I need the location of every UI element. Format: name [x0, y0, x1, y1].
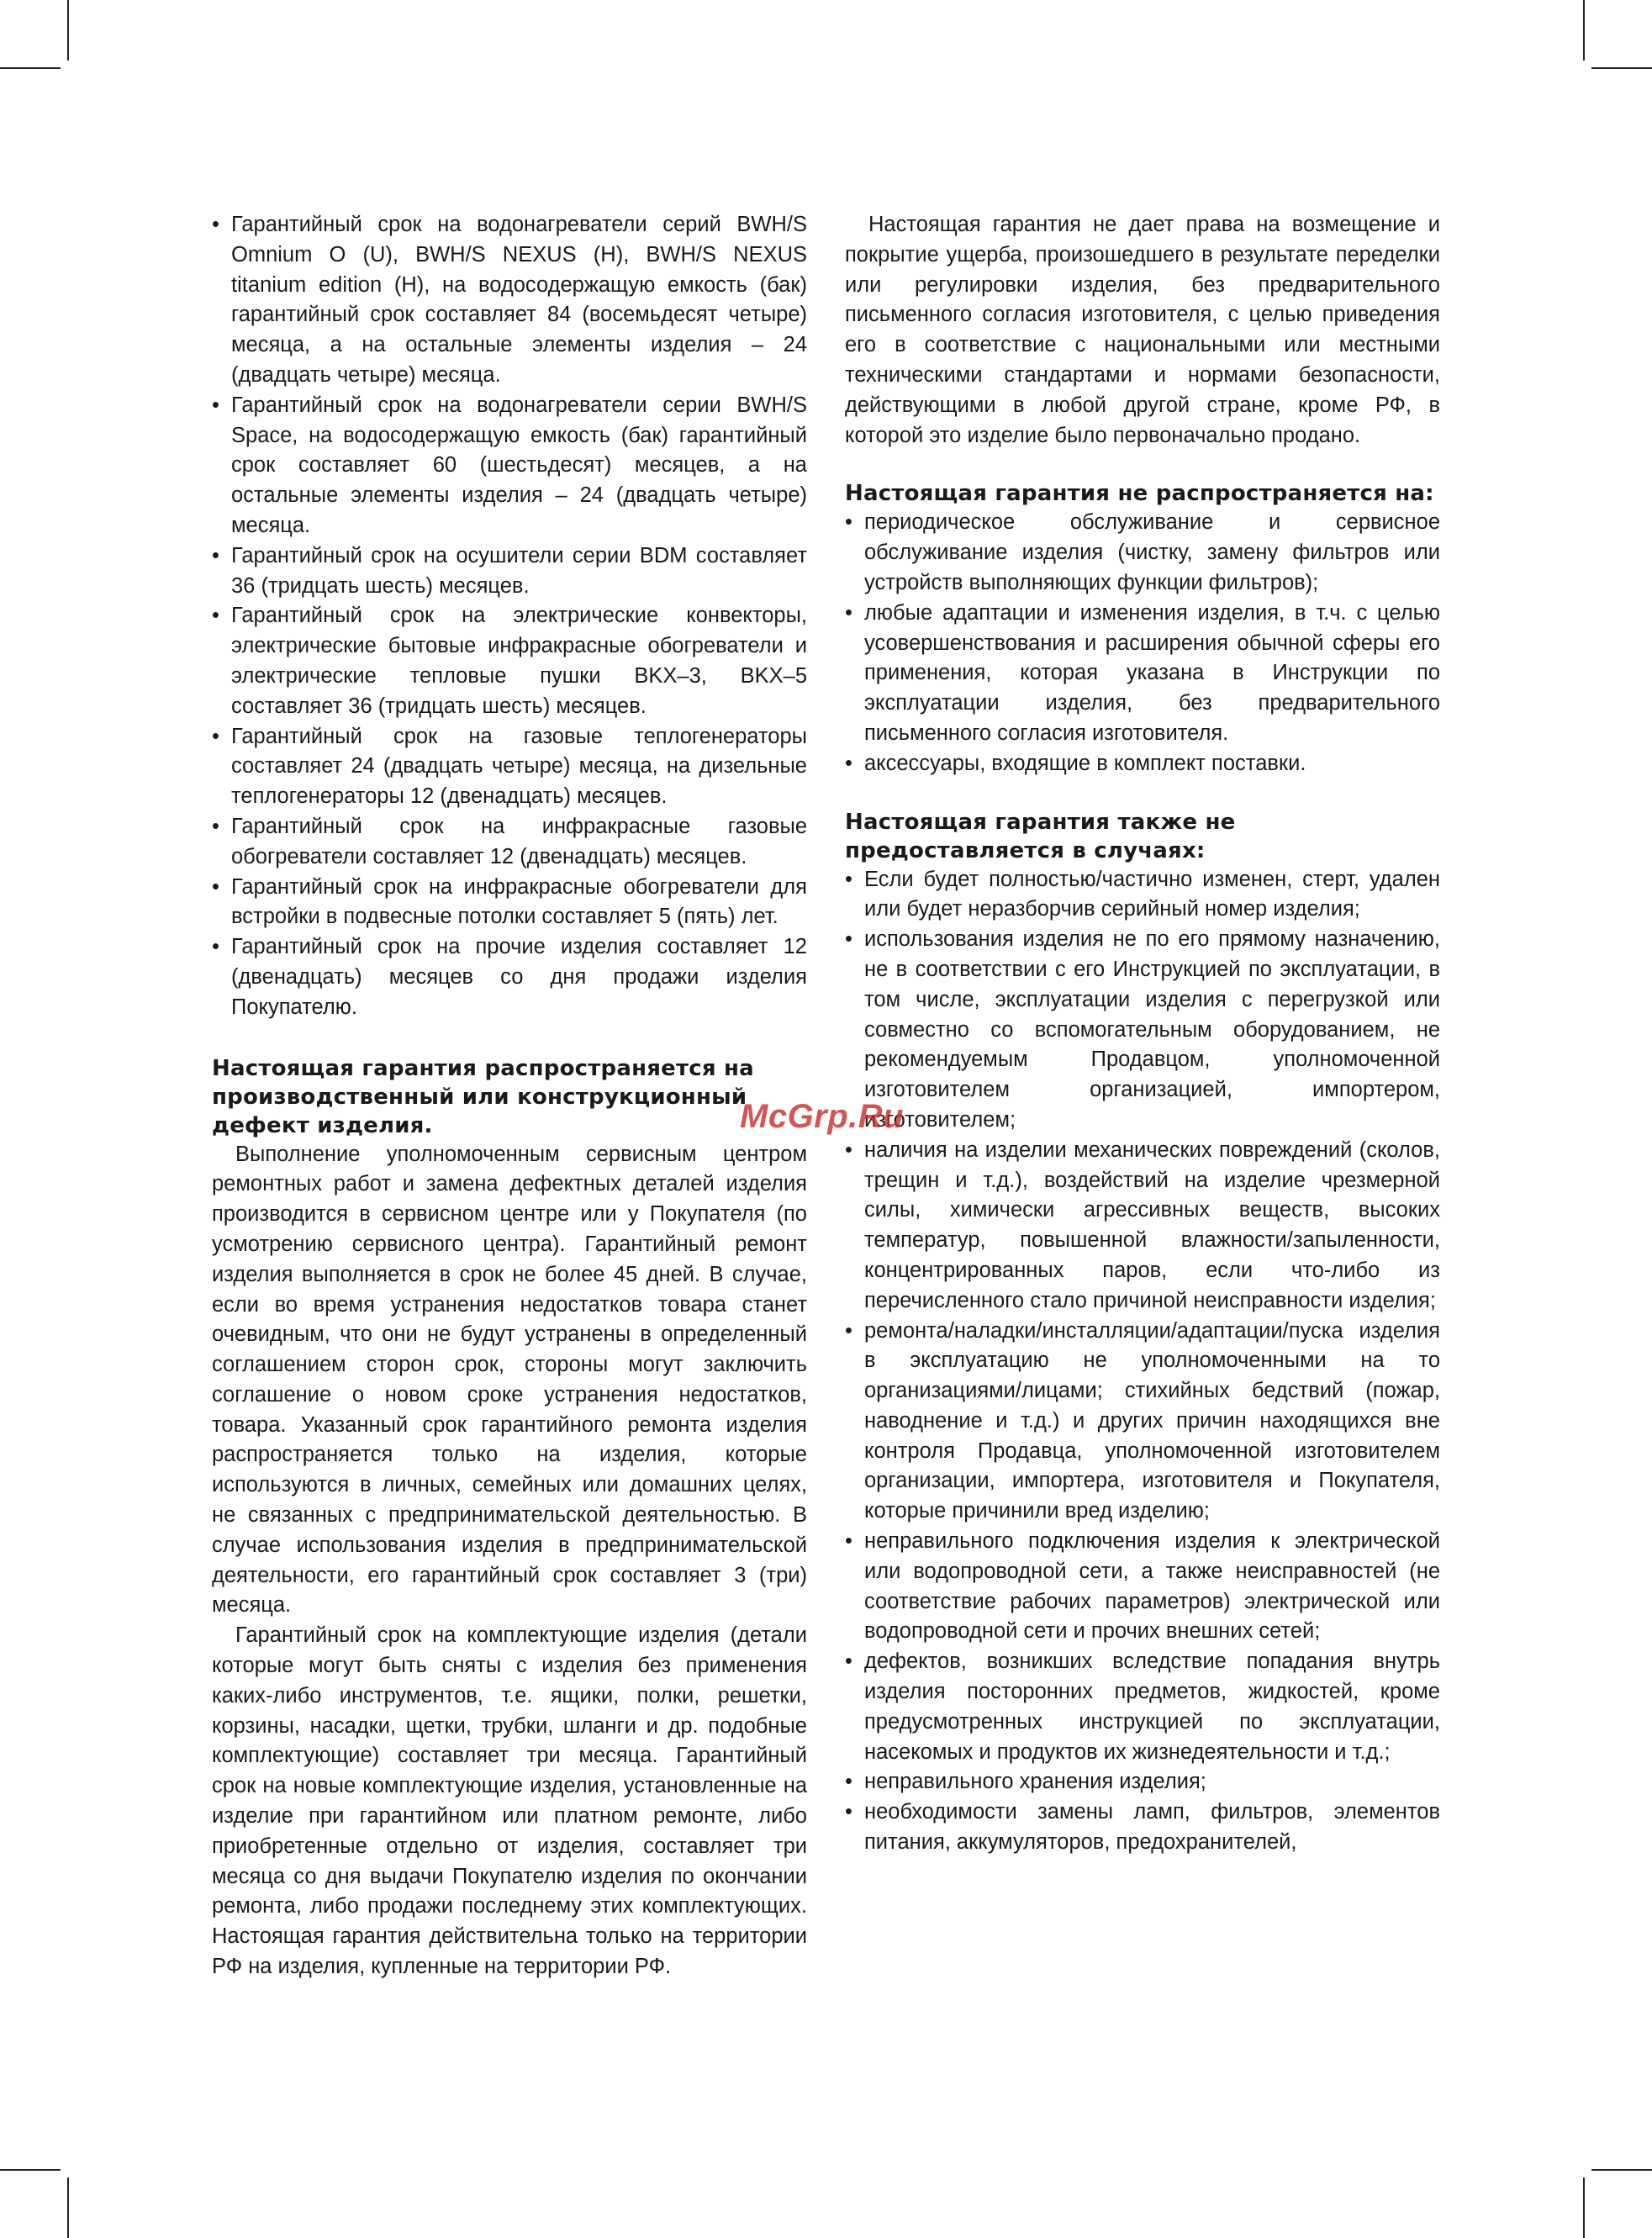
list-item: • Гарантийный срок на прочие изделия составляет 12 (двенадцать) месяцев со дня продажи изделия Покупателю.	[212, 932, 807, 1022]
list-item: • неправильного хранения изделия;	[845, 1767, 1440, 1797]
section-heading-not-covered: Настоящая гарантия не распространяется на:	[845, 481, 1434, 507]
crop-mark-top-left-h	[0, 67, 61, 69]
left-column	[212, 210, 807, 1982]
crop-mark-bottom-right-h	[1591, 2169, 1652, 2171]
paragraph: Гарантийный срок на комплектующие изделия (детали которые могут быть сняты с изделия без применения каких-либо инструментов, т.е. ящики, полки, решетки, корзины, насадки, щетки, трубки, шланги и др. подобные комплектующие) составляет три месяца. Гарантийный срок на новые комплектующие изделия, установленные на изделие при гарантийном или платном ремонте, либо приобретенные отдельно от изделия, составляет три месяца со дня выдачи Покупателю изделия по окончании ремонта, либо продажи последнему этих комплектующих. Настоящая гарантия действительна только на территории РФ на изделия, купленные на территории РФ.	[212, 1623, 807, 1979]
list-item: • необходимости замены ламп, фильтров, элементов питания, аккумуляторов, предохранителей,	[845, 1797, 1440, 1858]
list-item: • Гарантийный срок на инфракрасные газовые обогреватели составляет 12 (двенадцать) месяцев.	[212, 812, 807, 873]
section-heading-cases: Настоящая гарантия также не предоставляется в случаях:	[845, 809, 1236, 863]
paragraph: Выполнение уполномоченным сервисным центром ремонтных работ и замена дефектных деталей изделия производится в сервисном центре или у Покупателя (по усмотрению сервисного центра). Гарантийный ремонт изделия выполняется в срок не более 45 дней. В случае, если во время устранения недостатков товара станет очевидным, что они не будут устранены в определенный соглашением сторон срок, стороны могут заключить соглашение о новом сроке устранения недостатков, товара. Указанный срок гарантийного ремонта изделия распространяется только на изделия, которые используются в личных, семейных или домашних целях, не связанных с предпринимательской деятельностью. В случае использования изделия в предпринимательской деятельности, его гарантийный срок составляет 3 (три) месяца.	[212, 1142, 807, 1618]
crop-mark-bottom-left	[67, 2177, 69, 2238]
list-item: • Гарантийный срок на инфракрасные обогреватели для встройки в подвесные потолки составляет 5 (пять) лет.	[212, 873, 807, 933]
list-item: • аксессуары, входящие в комплект поставки.	[845, 749, 1440, 779]
list-item: • использования изделия не по его прямому назначению, не в соответствии с его Инструкцией по эксплуатации, в том числе, эксплуатации изделия с перегрузкой или совместно со вспомогательным оборудованием, не рекомендуемым Продавцом, уполномоченной изготовителем организацией, импортером, изготовителем;	[845, 925, 1440, 1136]
list-item: • Гарантийный срок на водонагреватели серий BWH/S Omnium O (U), BWH/S NEXUS (H), BWH/S NEXUS titanium edition (H), на водосодержащую емкость (бак) гарантийный срок составляет 84 (восемьдесят четыре) месяца, а на остальные элементы изделия – 24 (двадцать четыре) месяца.	[212, 210, 807, 391]
list-item: • наличия на изделии механических повреждений (сколов, трещин и т.д.), воздействий на изделие чрезмерной силы, химически агрессивных веществ, высоких температур, повышенной влажности/запыленности, концентрированных паров, если что-либо из перечисленного стало причиной неисправности изделия;	[845, 1136, 1440, 1317]
list-item: • Гарантийный срок на осушители серии BDM составляет 36 (тридцать шесть) месяцев.	[212, 541, 807, 602]
right-column	[845, 210, 1440, 1858]
crop-mark-top-right-h	[1591, 67, 1652, 69]
list-item: • дефектов, возникших вследствие попадания внутрь изделия посторонних предметов, жидкостей, кроме предусмотренных инструкцией по эксплуатации, насекомых и продуктов их жизнедеятельности и т.д.;	[845, 1647, 1440, 1767]
list-item: • любые адаптации и изменения изделия, в т.ч. с целью усовершенствования и расширения обычной сферы его применения, которая указана в Инструкции по эксплуатации изделия, без предварительного письменного согласия изготовителя.	[845, 599, 1440, 749]
list-item: • периодическое обслуживание и сервисное обслуживание изделия (чистку, замену фильтров или устройств выполняющих функции фильтров);	[845, 508, 1440, 598]
intro-paragraph: Настоящая гарантия не дает права на возмещение и покрытие ущерба, произошедшего в результате переделки или регулировки изделия, без предварительного письменного согласия изготовителя, с целью приведения его в соответствие с национальными или местными техническими стандартами и нормами безопасности, действующими в любой другой стране, кроме РФ, в которой это изделие было первоначально продано.	[845, 213, 1440, 447]
list-item: • неправильного подключения изделия к электрической или водопроводной сети, а также неисправностей (не соответствие рабочих параметров) электрической или водопроводной сети и прочих внешних сетей;	[845, 1527, 1440, 1647]
list-item: • Если будет полностью/частично изменен, стерт, удален или будет неразборчив серийный номер изделия;	[845, 865, 1440, 926]
crop-mark-top-right	[1583, 0, 1585, 61]
crop-mark-bottom-left-h	[0, 2169, 61, 2171]
crop-mark-bottom-right	[1583, 2177, 1585, 2238]
section-heading-coverage: Настоящая гарантия распространяется на производственный или конструкционный дефект изделия.	[212, 1055, 754, 1138]
crop-mark-top-left	[67, 0, 69, 61]
cases-list	[845, 865, 1440, 1858]
list-item: • Гарантийный срок на водонагреватели серии BWH/S Space, на водосодержащую емкость (бак) гарантийный срок составляет 60 (шестьдесят) месяцев, а на остальные элементы изделия – 24 (двадцать четыре) месяца.	[212, 391, 807, 541]
warranty-terms-list	[212, 210, 807, 1023]
list-item: • ремонта/наладки/инсталляции/адаптации/пуска изделия в эксплуатацию не уполномоченными на то организациями/лицами; стихийных бедствий (пожар, наводнение и т.д.) и других причин находящихся вне контроля Продавца, уполномоченной изготовителем организации, импортера, изготовителя и Покупателя, которые причинили вред изделию;	[845, 1317, 1440, 1528]
not-covered-list	[845, 508, 1440, 779]
list-item: • Гарантийный срок на газовые теплогенераторы составляет 24 (двадцать четыре) месяца, на дизельные теплогенераторы 12 (двенадцать) месяцев.	[212, 722, 807, 812]
watermark-logo: McGrp.Ru	[740, 1098, 905, 1135]
list-item: • Гарантийный срок на электрические конвекторы, электрические бытовые инфракрасные обогреватели и электрические тепловые пушки BKX–3, BKX–5 составляет 36 (тридцать шесть) месяцев.	[212, 601, 807, 721]
